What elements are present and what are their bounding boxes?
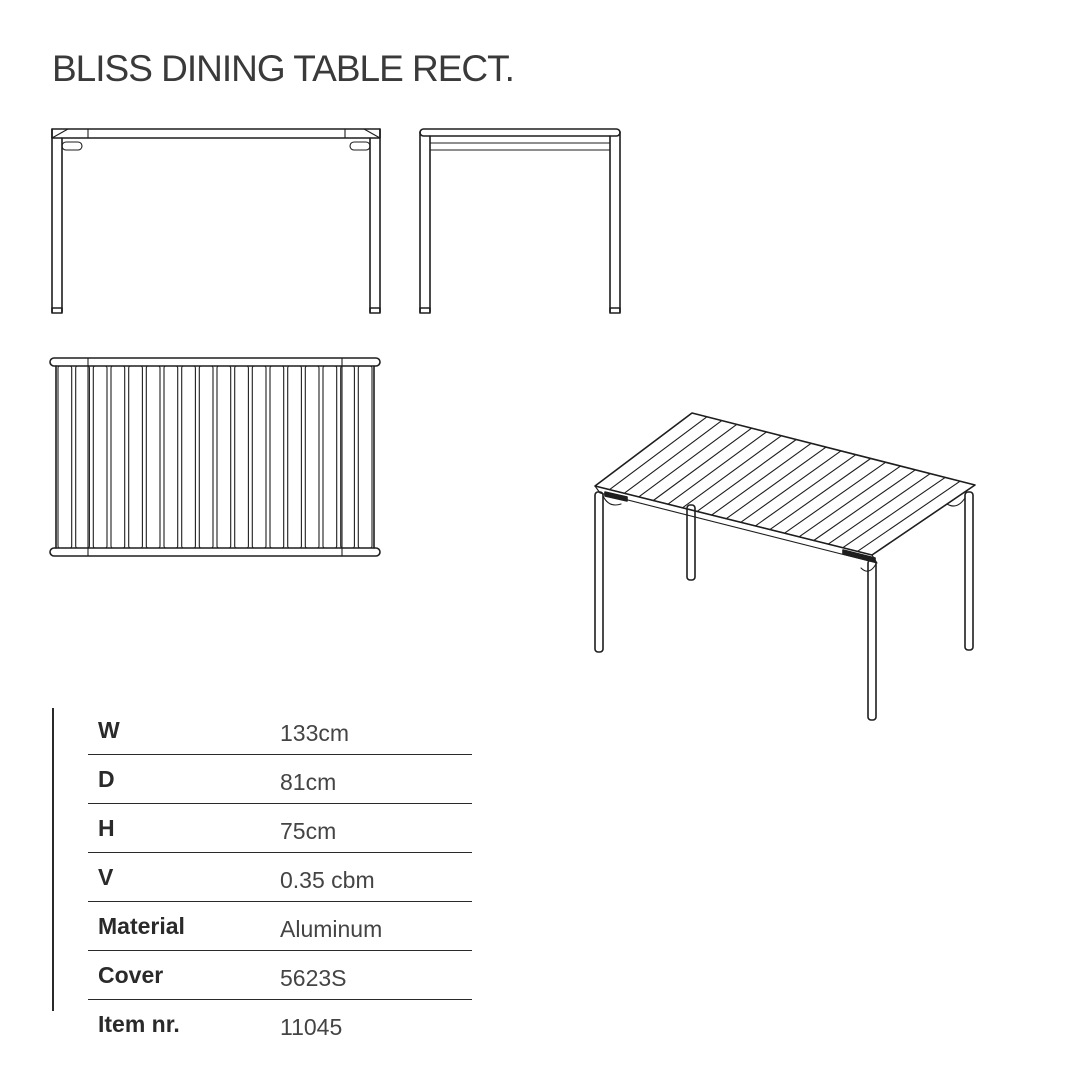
slat [217,366,231,548]
slat [252,366,266,548]
perspective-view-drawing [585,400,985,730]
perspective-slat [828,474,930,544]
spec-divider [52,708,54,1011]
perspective-slat [857,481,960,551]
spec-label: D [88,755,270,804]
spec-row [88,1000,472,1049]
spec-value: 11045 [280,1013,343,1040]
product-title: BLISS DINING TABLE RECT. [52,48,514,89]
spec-value: 75cm [270,804,472,853]
spec-table [88,706,472,1048]
perspective-slat [799,466,900,537]
perspective-slat [683,436,782,508]
perspective-slat [668,432,767,504]
slat [323,366,337,548]
perspective-slat [624,421,722,494]
spec-row [88,755,472,804]
perspective-slat [726,447,826,519]
slat [305,366,319,548]
slat [111,366,125,548]
slat [164,366,178,548]
spec-row [88,853,472,902]
spec-label: V [88,853,270,902]
perspective-slat [653,428,751,500]
slat [270,366,284,548]
side-view-drawing [412,120,627,325]
spec-row [88,902,472,951]
perspective-slat [639,424,737,497]
slat [129,366,143,548]
perspective-slat [785,462,886,533]
slat [358,366,372,548]
perspective-slat [814,470,916,541]
spec-value: 81cm [270,755,472,804]
top-view-slats [58,366,372,548]
spec-row [88,951,472,1000]
slat [235,366,249,548]
perspective-slat [610,417,707,490]
slat [58,366,72,548]
slat [199,366,213,548]
slat [288,366,302,548]
spec-label: Material [88,902,270,951]
spec-value: Aluminum [270,902,472,951]
spec-row [88,706,472,755]
spec-label: H [88,804,270,853]
spec-value: 0.35 cbm [270,853,472,902]
perspective-slat [770,459,871,530]
slat [146,366,160,548]
perspective-slat [712,443,812,515]
perspective-slat [697,440,796,512]
slat [93,366,107,548]
spec-value: 133cm [270,706,472,755]
front-view-drawing [40,120,400,325]
spec-value: 5623S [270,951,472,1000]
spec-label: W [88,706,270,755]
slat [182,366,196,548]
perspective-slat [755,455,855,526]
top-view-drawing [40,350,400,565]
perspective-slat [741,451,841,522]
spec-row [88,804,472,853]
spec-label: Item nr. [98,1010,180,1037]
spec-label: Cover [88,951,270,1000]
slat [341,366,355,548]
perspective-slat [843,477,945,547]
slat [76,366,90,548]
